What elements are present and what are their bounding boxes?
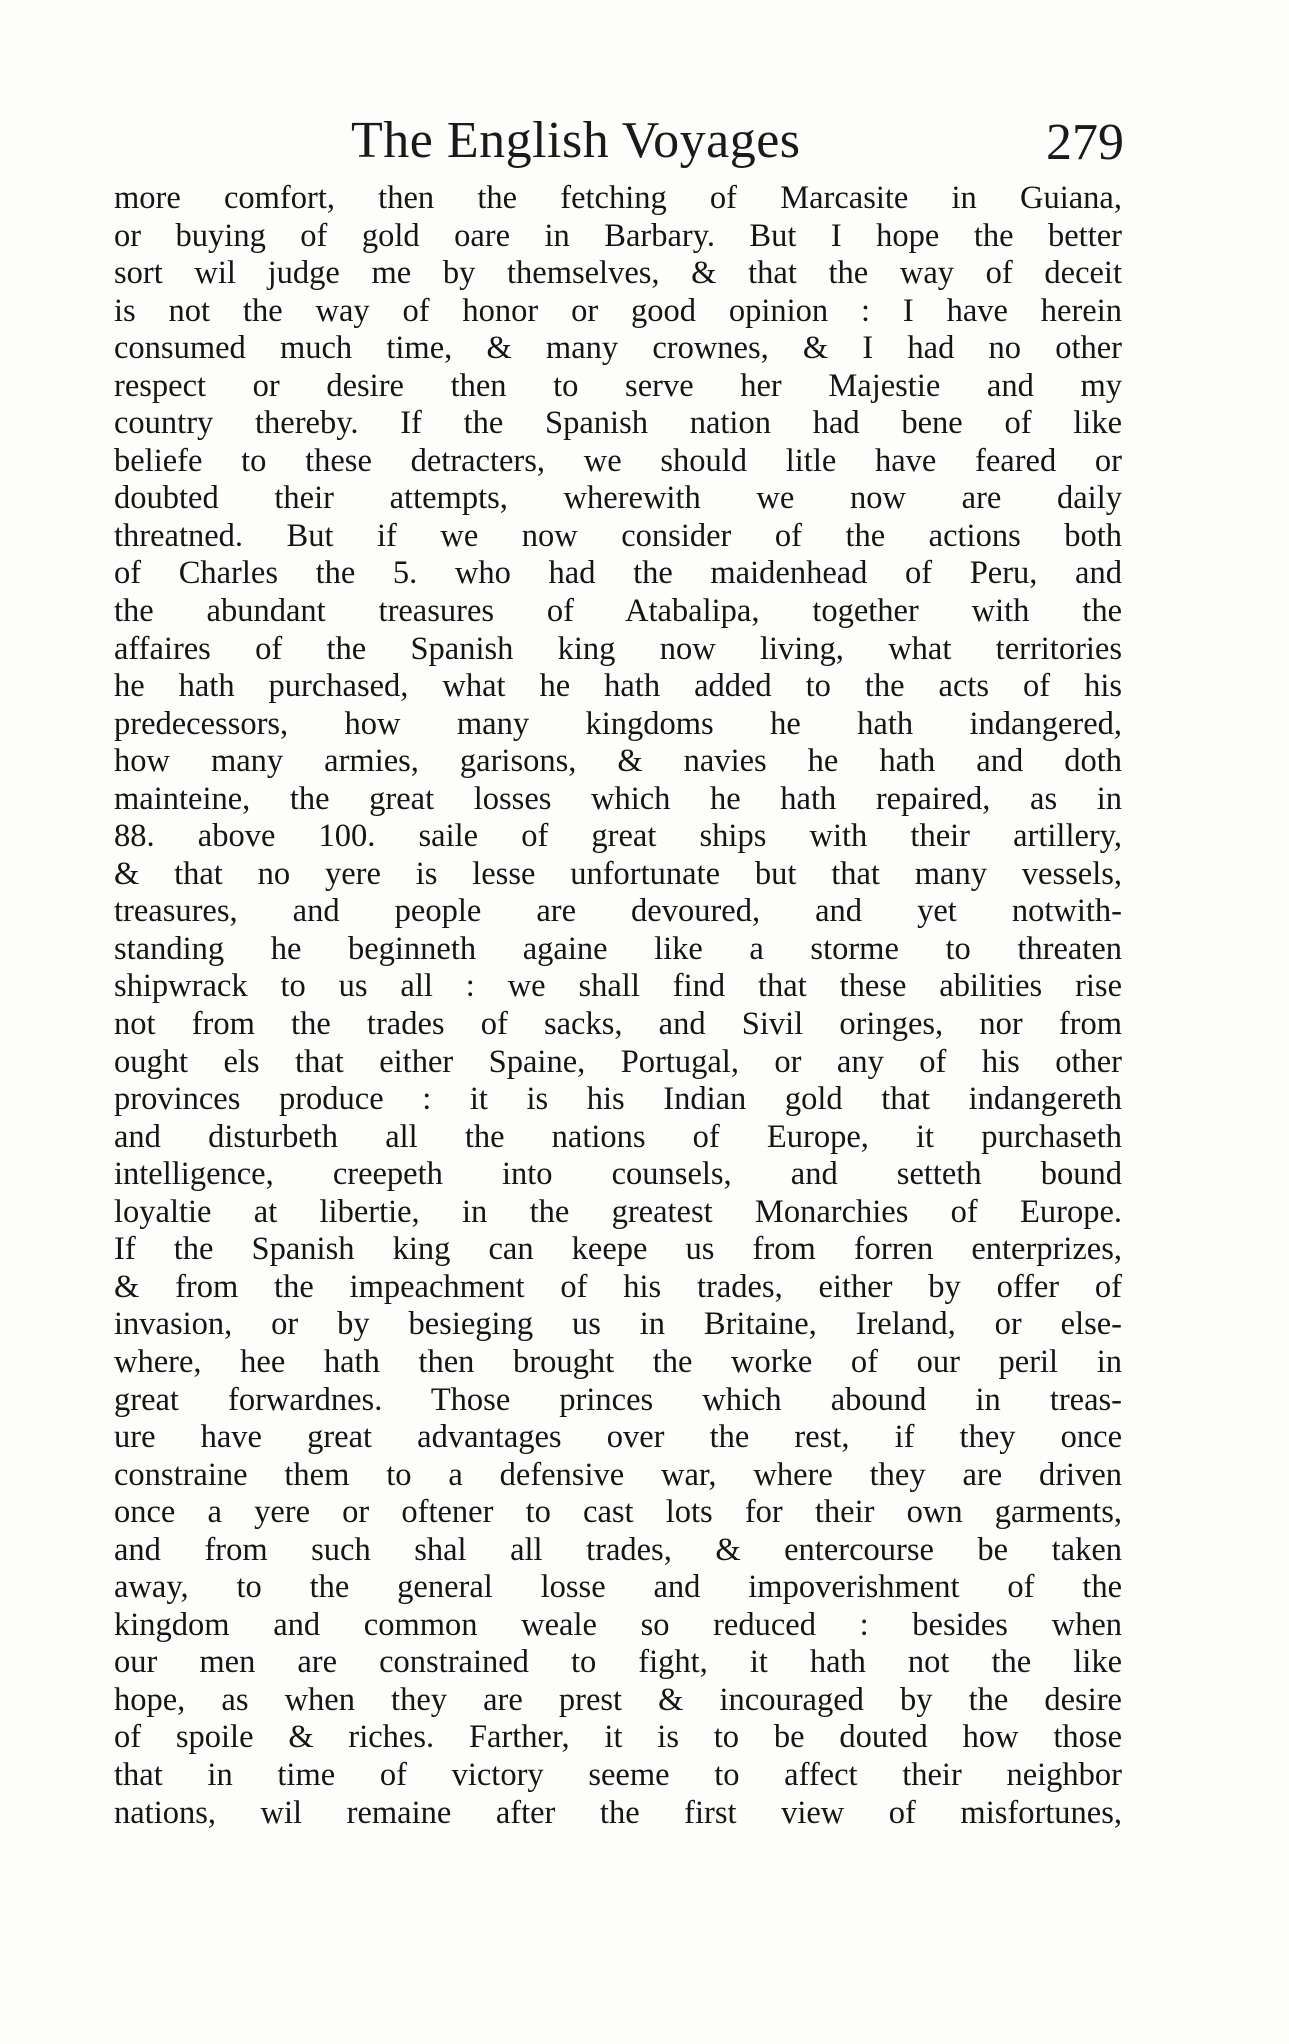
text-line: threatned. But if we now consider of the actions both: [114, 517, 1122, 554]
text-line: he hath purchased, what he hath added to the acts of his: [114, 668, 1122, 705]
text-line: of spoile & riches. Farther, it is to be douted how those: [114, 1719, 1122, 1756]
text-line: that in time of victory seeme to affect their neighbor: [114, 1756, 1122, 1793]
text-line: standing he beginneth againe like a storme to threaten: [114, 930, 1122, 967]
text-line: treasures, and people are devoured, and yet notwith-: [114, 893, 1122, 930]
text-line: away, to the general losse and impoverishment of the: [114, 1569, 1122, 1606]
text-line: the abundant treasures of Atabalipa, together with the: [114, 593, 1122, 630]
text-line: If the Spanish king can keepe us from forren enterprizes,: [114, 1231, 1122, 1268]
text-line: how many armies, garisons, & navies he hath and doth: [114, 743, 1122, 780]
text-line: great forwardnes. Those princes which abound in treas-: [114, 1381, 1122, 1418]
text-line: affaires of the Spanish king now living, what territories: [114, 630, 1122, 667]
body-text: [114, 180, 1122, 1832]
text-line: ure have great advantages over the rest, if they once: [114, 1419, 1122, 1456]
text-line: doubted their attempts, wherewith we now are daily: [114, 480, 1122, 517]
text-line: 88. above 100. saile of great ships with their artillery,: [114, 818, 1122, 855]
text-line: & that no yere is lesse unfortunate but that many vessels,: [114, 855, 1122, 892]
text-line: ought els that either Spaine, Portugal, or any of his other: [114, 1043, 1122, 1080]
text-line: consumed much time, & many crownes, & I had no other: [114, 330, 1122, 367]
text-line: & from the impeachment of his trades, either by offer of: [114, 1268, 1122, 1305]
text-line: beliefe to these detracters, we should litle have feared or: [114, 442, 1122, 479]
text-line: respect or desire then to serve her Majestie and my: [114, 367, 1122, 404]
text-line: intelligence, creepeth into counsels, and setteth bound: [114, 1156, 1122, 1193]
text-line: sort wil judge me by themselves, & that the way of deceit: [114, 255, 1122, 292]
text-line: shipwrack to us all : we shall find that these abilities rise: [114, 968, 1122, 1005]
text-line: where, hee hath then brought the worke of our peril in: [114, 1343, 1122, 1380]
text-line: mainteine, the great losses which he hath repaired, as in: [114, 780, 1122, 817]
text-line: of Charles the 5. who had the maidenhead of Peru, and: [114, 555, 1122, 592]
text-line: predecessors, how many kingdoms he hath indangered,: [114, 705, 1122, 742]
text-line: kingdom and common weale so reduced : besides when: [114, 1606, 1122, 1643]
text-line: and disturbeth all the nations of Europe, it purchaseth: [114, 1118, 1122, 1155]
text-line: nations, wil remaine after the first view of misfortunes,: [114, 1794, 1122, 1831]
text-line: and from such shal all trades, & entercourse be taken: [114, 1531, 1122, 1568]
page-number: 279: [1046, 114, 1124, 171]
page-header: [114, 106, 1124, 176]
text-line: hope, as when they are prest & incouraged by the desire: [114, 1681, 1122, 1718]
text-line: once a yere or oftener to cast lots for their own garments,: [114, 1494, 1122, 1531]
text-line: our men are constrained to fight, it hath not the like: [114, 1644, 1122, 1681]
text-line: invasion, or by besieging us in Britaine, Ireland, or else-: [114, 1306, 1122, 1343]
running-head: The English Voyages: [351, 112, 801, 169]
text-line: more comfort, then the fetching of Marcasite in Guiana,: [114, 180, 1122, 216]
text-line: or buying of gold oare in Barbary. But I hope the better: [114, 217, 1122, 254]
text-line: is not the way of honor or good opinion : I have herein: [114, 292, 1122, 329]
text-line: provinces produce : it is his Indian gold that indangereth: [114, 1081, 1122, 1118]
text-line: constraine them to a defensive war, where they are driven: [114, 1456, 1122, 1493]
text-line: not from the trades of sacks, and Sivil oringes, nor from: [114, 1006, 1122, 1043]
text-line: loyaltie at libertie, in the greatest Monarchies of Europe.: [114, 1193, 1122, 1230]
text-line: country thereby. If the Spanish nation had bene of like: [114, 405, 1122, 442]
